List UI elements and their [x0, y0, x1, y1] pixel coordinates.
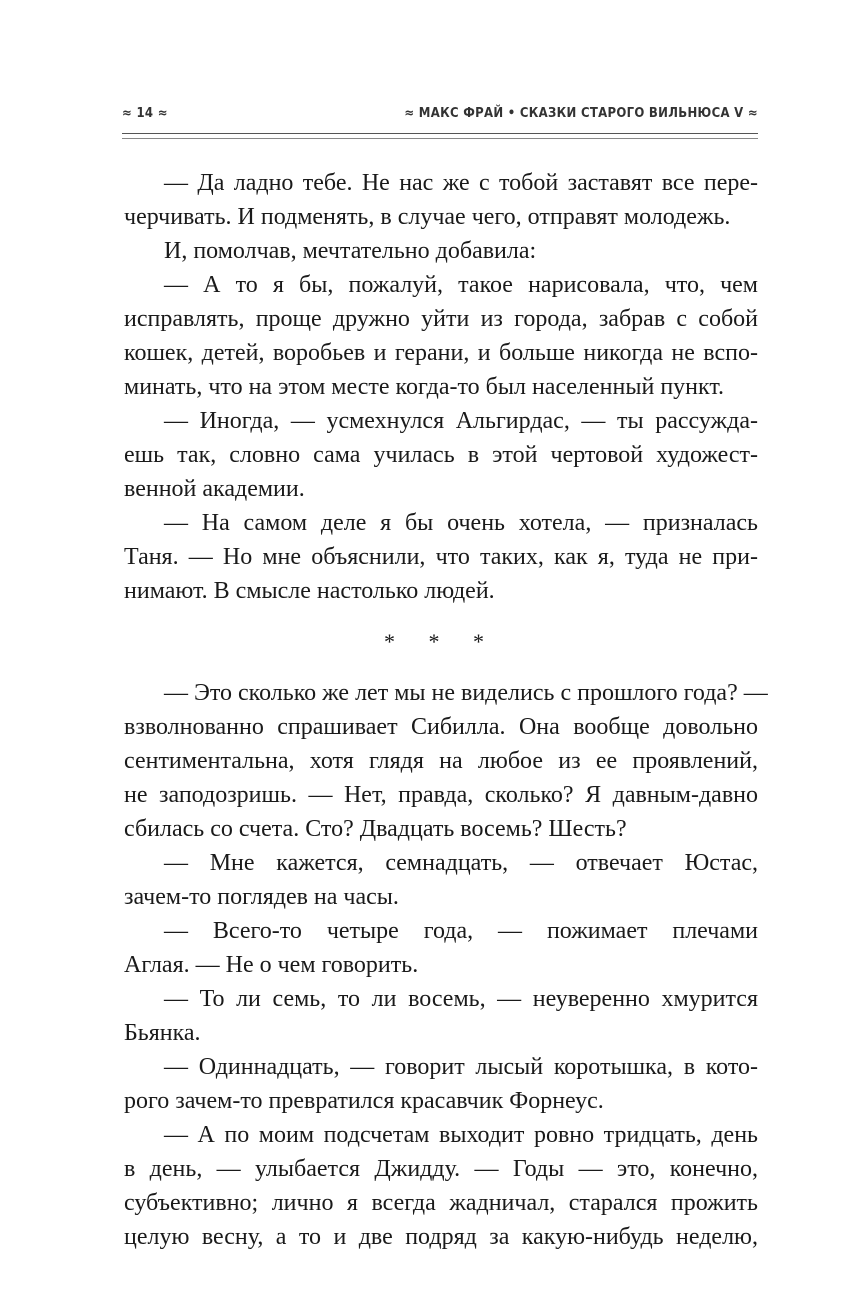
text-line: — Мне кажется, семнадцать, — отвечает Юстас, — [164, 850, 758, 876]
text-line: Аглая. — Не о чем говорить. — [124, 952, 419, 978]
text-line: — Да ладно тебе. Не нас же с тобой заставят все пере- — [164, 170, 758, 196]
text-line: кошек, детей, воробьев и герани, и больше никогда не вспо- — [124, 340, 758, 366]
text-line: — Это сколько же лет мы не виделись с прошлого года? — — [164, 680, 768, 706]
text-line: не заподозришь. — Нет, правда, сколько? Я давным-давно — [124, 782, 758, 808]
text-line: — Одиннадцать, — говорит лысый коротышка, в кото- — [164, 1054, 758, 1080]
body-text — [124, 166, 768, 1254]
header-rule — [122, 133, 758, 134]
text-line: — На самом деле я бы очень хотела, — призналась — [164, 510, 758, 536]
page-number: ≈ 14 ≈ — [122, 106, 168, 121]
text-line: минать, что на этом месте когда-то был населенный пункт. — [124, 374, 725, 400]
text-line: исправлять, проще дружно уйти из города, забрав с собой — [124, 306, 758, 332]
text-line: зачем-то поглядев на часы. — [124, 884, 399, 910]
text-line: — Всего-то четыре года, — пожимает плечами — [164, 918, 758, 944]
text-line: субъективно; лично я всегда жадничал, старался прожить — [124, 1190, 758, 1216]
text-line: Таня. — Но мне объяснили, что таких, как я, туда не при- — [124, 544, 758, 570]
page-header — [122, 104, 758, 126]
text-line: черчивать. И подменять, в случае чего, отправят молодежь. — [124, 204, 731, 230]
text-line: рого зачем-то превратился красавчик Форнеус. — [124, 1088, 604, 1114]
text-line: в день, — улыбается Джидду. — Годы — это, конечно, — [124, 1156, 758, 1182]
text-line: И, помолчав, мечтательно добавила: — [164, 238, 537, 264]
text-line: целую весну, а то и две подряд за какую-нибудь неделю, — [124, 1224, 758, 1250]
section-break: * * * — [384, 629, 498, 654]
text-line: нимают. В смысле настолько людей. — [124, 578, 495, 604]
text-line: взволнованно спрашивает Сибилла. Она вообще довольно — [124, 714, 758, 740]
text-line: — А то я бы, пожалуй, такое нарисовала, что, чем — [164, 272, 758, 298]
text-line: — А по моим подсчетам выходит ровно тридцать, день — [164, 1122, 758, 1148]
text-line: ешь так, словно сама училась в этой чертовой художест- — [124, 442, 758, 468]
text-line: сентиментальна, хотя глядя на любое из ее проявлений, — [124, 748, 758, 774]
text-line: Бьянка. — [124, 1020, 201, 1046]
header-rule-thin — [122, 138, 758, 139]
text-line: сбилась со счета. Сто? Двадцать восемь? Шесть? — [124, 816, 627, 842]
text-line: венной академии. — [124, 476, 305, 502]
running-title: ≈ МАКС ФРАЙ • СКАЗКИ СТАРОГО ВИЛЬНЮСА V ≈ — [404, 106, 758, 121]
text-line: — То ли семь, то ли восемь, — неуверенно хмурится — [164, 986, 758, 1012]
text-line: — Иногда, — усмехнулся Альгирдас, — ты рассужда- — [164, 408, 758, 434]
